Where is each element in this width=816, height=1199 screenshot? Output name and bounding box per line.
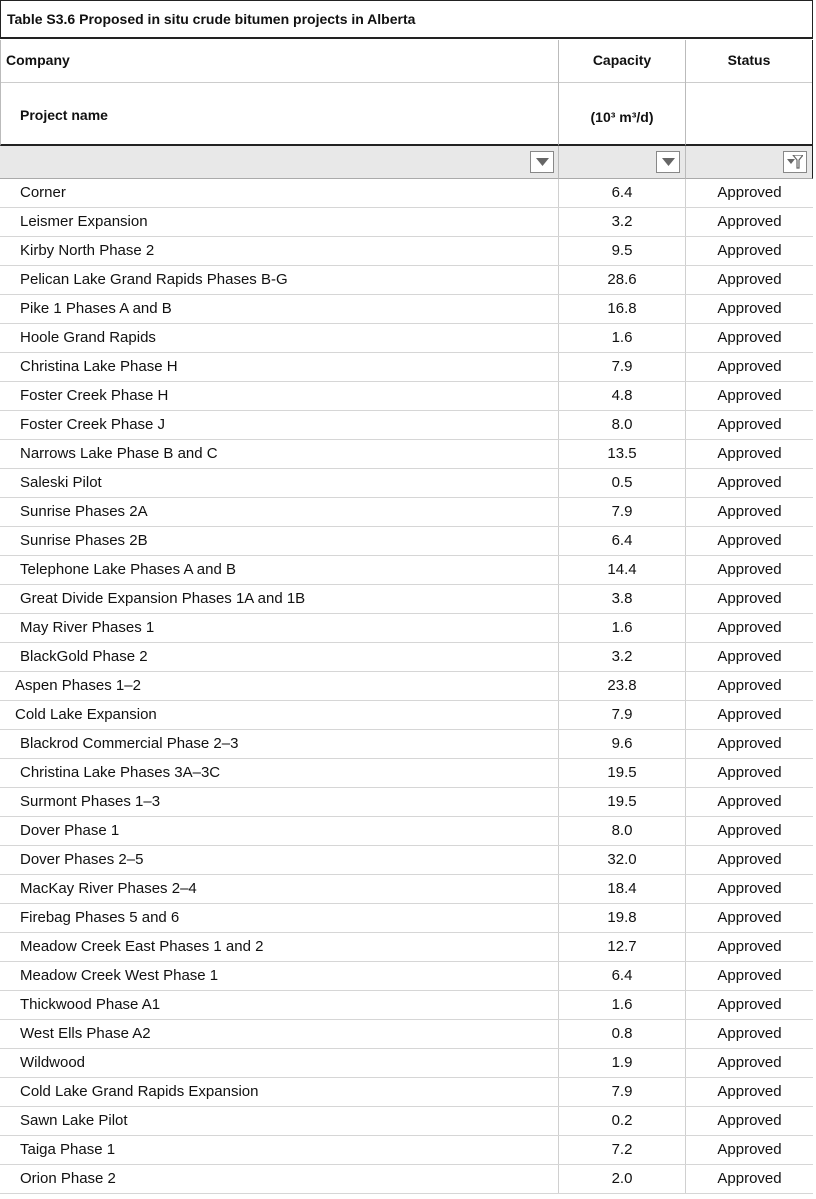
cell-project-name[interactable] bbox=[0, 237, 559, 265]
status-value: Approved bbox=[717, 851, 782, 868]
status-value: Approved bbox=[717, 1170, 782, 1187]
status-value: Approved bbox=[717, 677, 782, 694]
cell-project-name[interactable] bbox=[0, 585, 559, 613]
project-name-text: Saleski Pilot bbox=[20, 474, 102, 491]
cell-project-name[interactable] bbox=[0, 730, 559, 758]
project-name-text: Christina Lake Phase H bbox=[20, 358, 178, 375]
capacity-value: 6.4 bbox=[611, 967, 633, 984]
cell-project-name[interactable] bbox=[0, 817, 559, 845]
cell-capacity[interactable] bbox=[559, 266, 686, 294]
capacity-value: 0.8 bbox=[611, 1025, 633, 1042]
cell-capacity[interactable] bbox=[559, 382, 686, 410]
cell-project-name[interactable] bbox=[0, 643, 559, 671]
cell-project-name[interactable] bbox=[0, 440, 559, 468]
cell-status[interactable] bbox=[686, 788, 813, 816]
cell-status[interactable] bbox=[686, 701, 813, 729]
cell-status[interactable] bbox=[686, 266, 813, 294]
cell-project-name[interactable] bbox=[0, 846, 559, 874]
project-name-text: West Ells Phase A2 bbox=[20, 1025, 151, 1042]
project-name-text: Christina Lake Phases 3A–3C bbox=[20, 764, 221, 781]
cell-capacity[interactable] bbox=[559, 1107, 686, 1135]
cell-status[interactable] bbox=[686, 1136, 813, 1164]
cell-status[interactable] bbox=[686, 527, 813, 555]
table-row[interactable] bbox=[0, 759, 813, 788]
project-name-text: Leismer Expansion bbox=[20, 213, 148, 230]
capacity-value: 28.6 bbox=[607, 271, 637, 288]
capacity-value: 3.2 bbox=[611, 648, 633, 665]
project-name-text: Sawn Lake Pilot bbox=[20, 1112, 128, 1129]
table-row[interactable] bbox=[0, 469, 813, 498]
table-row[interactable] bbox=[0, 672, 813, 701]
table-row[interactable] bbox=[0, 411, 813, 440]
status-value: Approved bbox=[717, 474, 782, 491]
header-divider bbox=[686, 82, 812, 83]
table-row[interactable] bbox=[0, 237, 813, 266]
cell-status[interactable] bbox=[686, 353, 813, 381]
header-status: Status bbox=[727, 52, 771, 68]
filter-dropdown-company[interactable] bbox=[530, 151, 554, 173]
cell-project-name[interactable] bbox=[0, 527, 559, 555]
project-name-text: BlackGold Phase 2 bbox=[20, 648, 148, 665]
status-value: Approved bbox=[717, 1141, 782, 1158]
cell-capacity[interactable] bbox=[559, 846, 686, 874]
capacity-value: 8.0 bbox=[611, 822, 633, 839]
capacity-value: 8.0 bbox=[611, 416, 633, 433]
table-row[interactable] bbox=[0, 701, 813, 730]
cell-project-name[interactable] bbox=[0, 1020, 559, 1048]
status-value: Approved bbox=[717, 996, 782, 1013]
cell-capacity[interactable] bbox=[559, 991, 686, 1019]
cell-status[interactable] bbox=[686, 208, 813, 236]
cell-capacity[interactable] bbox=[559, 1165, 686, 1193]
status-value: Approved bbox=[717, 184, 782, 201]
cell-project-name[interactable] bbox=[0, 1136, 559, 1164]
cell-capacity[interactable] bbox=[559, 614, 686, 642]
cell-status[interactable] bbox=[686, 962, 813, 990]
cell-capacity[interactable] bbox=[559, 556, 686, 584]
project-name-text: Foster Creek Phase J bbox=[20, 416, 166, 433]
table-row[interactable] bbox=[0, 904, 813, 933]
cell-status[interactable] bbox=[686, 1078, 813, 1106]
status-value: Approved bbox=[717, 1083, 782, 1100]
project-name-text: Narrows Lake Phase B and C bbox=[20, 445, 218, 462]
cell-capacity[interactable] bbox=[559, 1136, 686, 1164]
header-capacity-cell[interactable] bbox=[559, 40, 686, 146]
project-name-text: Cold Lake Expansion bbox=[15, 706, 157, 723]
filter-icon bbox=[787, 155, 803, 169]
table-row[interactable] bbox=[0, 585, 813, 614]
cell-capacity[interactable] bbox=[559, 759, 686, 787]
capacity-value: 2.0 bbox=[611, 1170, 633, 1187]
cell-status[interactable] bbox=[686, 614, 813, 642]
cell-capacity[interactable] bbox=[559, 295, 686, 323]
capacity-value: 0.5 bbox=[611, 474, 633, 491]
cell-status[interactable] bbox=[686, 875, 813, 903]
cell-status[interactable] bbox=[686, 440, 813, 468]
cell-status[interactable] bbox=[686, 556, 813, 584]
table-row[interactable] bbox=[0, 1078, 813, 1107]
capacity-value: 0.2 bbox=[611, 1112, 633, 1129]
chevron-down-icon bbox=[662, 158, 675, 167]
table-row[interactable] bbox=[0, 1165, 813, 1194]
status-value: Approved bbox=[717, 938, 782, 955]
cell-status[interactable] bbox=[686, 469, 813, 497]
cell-capacity[interactable] bbox=[559, 730, 686, 758]
cell-capacity[interactable] bbox=[559, 440, 686, 468]
cell-project-name[interactable] bbox=[0, 382, 559, 410]
project-name-text: Surmont Phases 1–3 bbox=[20, 793, 161, 810]
header-divider bbox=[559, 82, 685, 83]
filter-cell-company bbox=[0, 146, 559, 179]
cell-capacity[interactable] bbox=[559, 411, 686, 439]
status-value: Approved bbox=[717, 822, 782, 839]
cell-capacity[interactable] bbox=[559, 585, 686, 613]
cell-status[interactable] bbox=[686, 1049, 813, 1077]
status-value: Approved bbox=[717, 1025, 782, 1042]
table-row[interactable] bbox=[0, 179, 813, 208]
cell-status[interactable] bbox=[686, 179, 813, 207]
table-row[interactable] bbox=[0, 1020, 813, 1049]
status-value: Approved bbox=[717, 416, 782, 433]
cell-status[interactable] bbox=[686, 817, 813, 845]
header-divider bbox=[1, 82, 558, 83]
cell-project-name[interactable] bbox=[0, 324, 559, 352]
capacity-value: 23.8 bbox=[607, 677, 637, 694]
cell-status[interactable] bbox=[686, 672, 813, 700]
table-row[interactable] bbox=[0, 933, 813, 962]
project-name-text: MacKay River Phases 2–4 bbox=[20, 880, 197, 897]
cell-capacity[interactable] bbox=[559, 962, 686, 990]
cell-project-name[interactable] bbox=[0, 962, 559, 990]
capacity-value: 9.5 bbox=[611, 242, 633, 259]
capacity-value: 1.6 bbox=[611, 329, 633, 346]
cell-capacity[interactable] bbox=[559, 179, 686, 207]
table-row[interactable] bbox=[0, 846, 813, 875]
header-company-cell[interactable] bbox=[0, 40, 559, 146]
status-value: Approved bbox=[717, 300, 782, 317]
table-row[interactable] bbox=[0, 498, 813, 527]
cell-project-name[interactable] bbox=[0, 353, 559, 381]
cell-capacity[interactable] bbox=[559, 498, 686, 526]
cell-project-name[interactable] bbox=[0, 672, 559, 700]
cell-project-name[interactable] bbox=[0, 701, 559, 729]
header-status-cell[interactable] bbox=[686, 40, 813, 146]
table-title: Table S3.6 Proposed in situ crude bitumen projects in Alberta bbox=[7, 11, 416, 27]
table-row[interactable] bbox=[0, 1107, 813, 1136]
cell-status[interactable] bbox=[686, 759, 813, 787]
cell-project-name[interactable] bbox=[0, 875, 559, 903]
status-value: Approved bbox=[717, 532, 782, 549]
cell-capacity[interactable] bbox=[559, 875, 686, 903]
project-name-text: Firebag Phases 5 and 6 bbox=[20, 909, 180, 926]
status-value: Approved bbox=[717, 387, 782, 404]
project-name-text: Taiga Phase 1 bbox=[20, 1141, 116, 1158]
capacity-value: 1.6 bbox=[611, 996, 633, 1013]
project-name-text: Orion Phase 2 bbox=[20, 1170, 116, 1187]
cell-capacity[interactable] bbox=[559, 817, 686, 845]
cell-capacity[interactable] bbox=[559, 237, 686, 265]
status-value: Approved bbox=[717, 706, 782, 723]
capacity-value: 9.6 bbox=[611, 735, 633, 752]
capacity-value: 16.8 bbox=[607, 300, 637, 317]
cell-status[interactable] bbox=[686, 991, 813, 1019]
table-row[interactable] bbox=[0, 353, 813, 382]
project-name-text: Dover Phase 1 bbox=[20, 822, 120, 839]
project-name-text: Corner bbox=[20, 184, 66, 201]
cell-capacity[interactable] bbox=[559, 1049, 686, 1077]
status-value: Approved bbox=[717, 503, 782, 520]
project-name-text: Meadow Creek East Phases 1 and 2 bbox=[20, 938, 264, 955]
cell-status[interactable] bbox=[686, 904, 813, 932]
capacity-value: 6.4 bbox=[611, 184, 633, 201]
status-value: Approved bbox=[717, 561, 782, 578]
capacity-value: 7.9 bbox=[611, 706, 633, 723]
project-name-text: Pelican Lake Grand Rapids Phases B-G bbox=[20, 271, 288, 288]
table-row[interactable] bbox=[0, 266, 813, 295]
table-row[interactable] bbox=[0, 643, 813, 672]
status-value: Approved bbox=[717, 880, 782, 897]
cell-status[interactable] bbox=[686, 846, 813, 874]
chevron-down-icon bbox=[536, 158, 549, 167]
cell-capacity[interactable] bbox=[559, 469, 686, 497]
cell-project-name[interactable] bbox=[0, 904, 559, 932]
capacity-value: 14.4 bbox=[607, 561, 637, 578]
status-value: Approved bbox=[717, 764, 782, 781]
cell-project-name[interactable] bbox=[0, 759, 559, 787]
project-name-text: Dover Phases 2–5 bbox=[20, 851, 144, 868]
status-value: Approved bbox=[717, 242, 782, 259]
capacity-value: 12.7 bbox=[607, 938, 637, 955]
cell-project-name[interactable] bbox=[0, 1049, 559, 1077]
cell-status[interactable] bbox=[686, 1107, 813, 1135]
cell-capacity[interactable] bbox=[559, 1078, 686, 1106]
header-capacity-unit: (10³ m³/d) bbox=[590, 109, 654, 125]
table-row[interactable] bbox=[0, 1049, 813, 1078]
cell-project-name[interactable] bbox=[0, 179, 559, 207]
cell-project-name[interactable] bbox=[0, 1078, 559, 1106]
cell-status[interactable] bbox=[686, 643, 813, 671]
table-row[interactable] bbox=[0, 556, 813, 585]
cell-project-name[interactable] bbox=[0, 1165, 559, 1193]
cell-capacity[interactable] bbox=[559, 208, 686, 236]
project-name-text: Kirby North Phase 2 bbox=[20, 242, 155, 259]
capacity-value: 4.8 bbox=[611, 387, 633, 404]
status-value: Approved bbox=[717, 329, 782, 346]
capacity-value: 32.0 bbox=[607, 851, 637, 868]
project-name-text: Hoole Grand Rapids bbox=[20, 329, 156, 346]
capacity-value: 19.8 bbox=[607, 909, 637, 926]
cell-project-name[interactable] bbox=[0, 1107, 559, 1135]
status-value: Approved bbox=[717, 909, 782, 926]
status-value: Approved bbox=[717, 1054, 782, 1071]
filter-cell-status bbox=[686, 146, 813, 179]
filter-dropdown-status[interactable] bbox=[783, 151, 807, 173]
cell-project-name[interactable] bbox=[0, 469, 559, 497]
status-value: Approved bbox=[717, 358, 782, 375]
capacity-value: 7.9 bbox=[611, 1083, 633, 1100]
project-name-text: Aspen Phases 1–2 bbox=[15, 677, 141, 694]
status-value: Approved bbox=[717, 271, 782, 288]
table-row[interactable] bbox=[0, 382, 813, 411]
table-row[interactable] bbox=[0, 962, 813, 991]
cell-capacity[interactable] bbox=[559, 1020, 686, 1048]
cell-status[interactable] bbox=[686, 498, 813, 526]
cell-capacity[interactable] bbox=[559, 701, 686, 729]
project-name-text: Sunrise Phases 2A bbox=[20, 503, 148, 520]
cell-status[interactable] bbox=[686, 382, 813, 410]
table-row[interactable] bbox=[0, 527, 813, 556]
cell-project-name[interactable] bbox=[0, 498, 559, 526]
table-row[interactable] bbox=[0, 295, 813, 324]
status-value: Approved bbox=[717, 619, 782, 636]
table-body bbox=[0, 179, 813, 1194]
capacity-value: 6.4 bbox=[611, 532, 633, 549]
cell-status[interactable] bbox=[686, 585, 813, 613]
cell-status[interactable] bbox=[686, 411, 813, 439]
filter-cell-capacity bbox=[559, 146, 686, 179]
project-name-text: Telephone Lake Phases A and B bbox=[20, 561, 237, 578]
project-name-text: Meadow Creek West Phase 1 bbox=[20, 967, 219, 984]
project-name-text: Sunrise Phases 2B bbox=[20, 532, 148, 549]
capacity-value: 1.6 bbox=[611, 619, 633, 636]
project-name-text: Blackrod Commercial Phase 2–3 bbox=[20, 735, 239, 752]
project-name-text: Thickwood Phase A1 bbox=[20, 996, 161, 1013]
status-value: Approved bbox=[717, 445, 782, 462]
capacity-value: 7.9 bbox=[611, 358, 633, 375]
cell-project-name[interactable] bbox=[0, 411, 559, 439]
table-title-bar bbox=[0, 0, 813, 39]
status-value: Approved bbox=[717, 648, 782, 665]
status-value: Approved bbox=[717, 1112, 782, 1129]
cell-status[interactable] bbox=[686, 237, 813, 265]
cell-project-name[interactable] bbox=[0, 788, 559, 816]
status-value: Approved bbox=[717, 967, 782, 984]
table-row[interactable] bbox=[0, 208, 813, 237]
cell-capacity[interactable] bbox=[559, 788, 686, 816]
table-row[interactable] bbox=[0, 440, 813, 469]
table-row[interactable] bbox=[0, 614, 813, 643]
cell-capacity[interactable] bbox=[559, 527, 686, 555]
capacity-value: 7.2 bbox=[611, 1141, 633, 1158]
cell-capacity[interactable] bbox=[559, 643, 686, 671]
cell-project-name[interactable] bbox=[0, 295, 559, 323]
project-name-text: Wildwood bbox=[20, 1054, 86, 1071]
project-name-text: May River Phases 1 bbox=[20, 619, 155, 636]
header-capacity: Capacity bbox=[592, 52, 652, 68]
capacity-value: 3.8 bbox=[611, 590, 633, 607]
header-project-name: Project name bbox=[20, 107, 108, 123]
table-row[interactable] bbox=[0, 730, 813, 759]
status-value: Approved bbox=[717, 590, 782, 607]
status-value: Approved bbox=[717, 793, 782, 810]
table-row[interactable] bbox=[0, 788, 813, 817]
status-value: Approved bbox=[717, 213, 782, 230]
cell-capacity[interactable] bbox=[559, 672, 686, 700]
capacity-value: 13.5 bbox=[607, 445, 637, 462]
cell-project-name[interactable] bbox=[0, 933, 559, 961]
cell-project-name[interactable] bbox=[0, 208, 559, 236]
cell-project-name[interactable] bbox=[0, 991, 559, 1019]
project-name-text: Great Divide Expansion Phases 1A and 1B bbox=[20, 590, 306, 607]
table-row[interactable] bbox=[0, 324, 813, 353]
table-row[interactable] bbox=[0, 875, 813, 904]
capacity-value: 18.4 bbox=[607, 880, 637, 897]
table-row[interactable] bbox=[0, 817, 813, 846]
header-company: Company bbox=[6, 52, 70, 68]
capacity-value: 19.5 bbox=[607, 793, 637, 810]
project-name-text: Pike 1 Phases A and B bbox=[20, 300, 172, 317]
project-name-text: Cold Lake Grand Rapids Expansion bbox=[20, 1083, 259, 1100]
capacity-value: 7.9 bbox=[611, 503, 633, 520]
table-row[interactable] bbox=[0, 991, 813, 1020]
status-value: Approved bbox=[717, 735, 782, 752]
cell-status[interactable] bbox=[686, 1165, 813, 1193]
cell-capacity[interactable] bbox=[559, 353, 686, 381]
cell-capacity[interactable] bbox=[559, 933, 686, 961]
cell-project-name[interactable] bbox=[0, 556, 559, 584]
cell-status[interactable] bbox=[686, 1020, 813, 1048]
filter-dropdown-capacity[interactable] bbox=[656, 151, 680, 173]
capacity-value: 19.5 bbox=[607, 764, 637, 781]
capacity-value: 1.9 bbox=[611, 1054, 633, 1071]
cell-project-name[interactable] bbox=[0, 614, 559, 642]
table-row[interactable] bbox=[0, 1136, 813, 1165]
cell-project-name[interactable] bbox=[0, 266, 559, 294]
cell-status[interactable] bbox=[686, 730, 813, 758]
cell-capacity[interactable] bbox=[559, 324, 686, 352]
cell-status[interactable] bbox=[686, 933, 813, 961]
cell-status[interactable] bbox=[686, 324, 813, 352]
project-name-text: Foster Creek Phase H bbox=[20, 387, 169, 404]
cell-capacity[interactable] bbox=[559, 904, 686, 932]
cell-status[interactable] bbox=[686, 295, 813, 323]
capacity-value: 3.2 bbox=[611, 213, 633, 230]
